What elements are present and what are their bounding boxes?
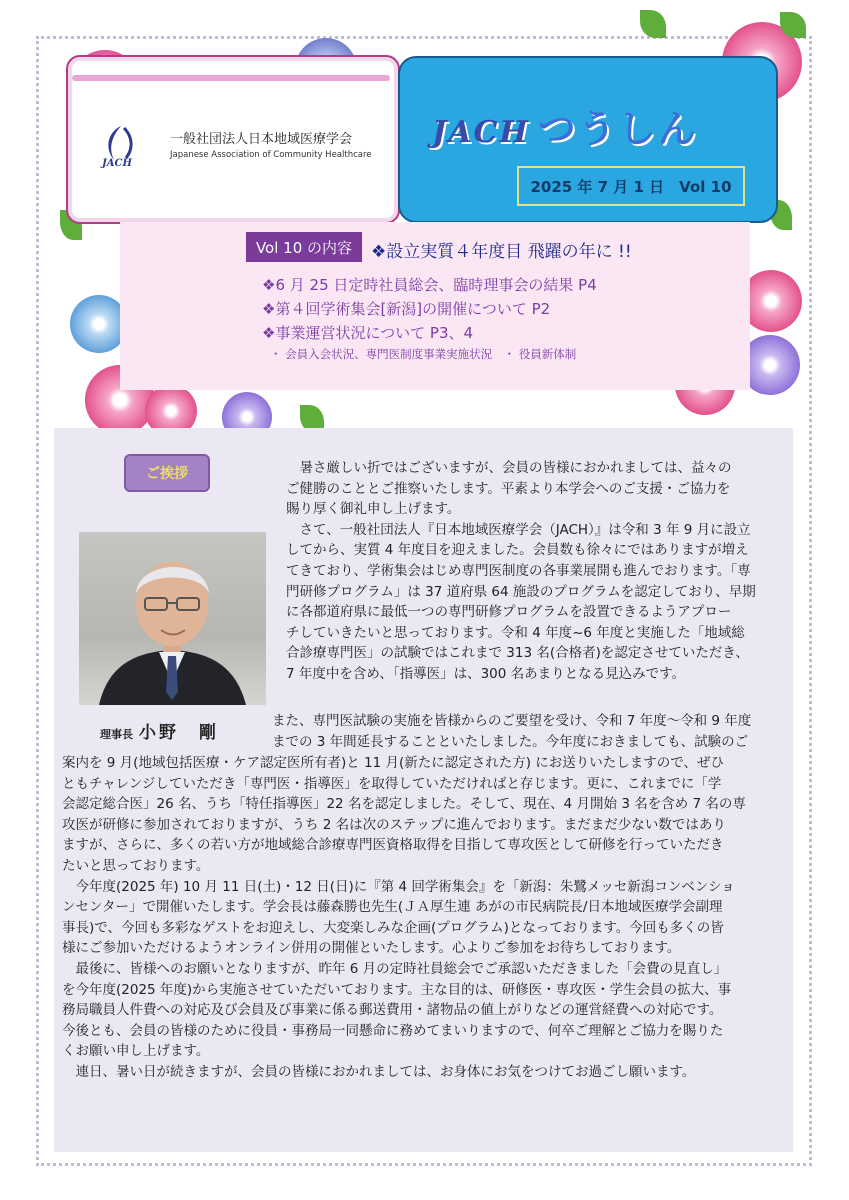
chairman-photo [79,532,266,705]
leaf-decoration [640,10,666,38]
text-line: たいと思っております。 [62,857,210,874]
text-line: 案内を 9 月(地域包括医療・ケア認定医所有者)と 11 月(新たに認定された方) にお送りいたしますので、ぜひ [62,755,725,771]
greeting-text-full [62,753,790,1083]
caption-title: 理事長 [100,728,133,741]
text-line: までの 3 年間延長することといたしました。今年度におきましても、試験のご [272,733,749,750]
jach-logo [98,122,144,168]
text-line: ともチャレンジしていただき「専門医・指導医」を取得していただければと存じます。更に、これまでに「学 [62,775,722,792]
text-line: 様にご参加いただけるようオンライン併用の開催といたします。心よりご参加をお待ちしております。 [62,940,681,957]
org-name-en: Japanese Association of Community Healthcare [170,150,372,160]
text-line: 門研修プログラム」は 37 道府県 64 施設のプログラムを認定しており、早期 [286,583,756,600]
text-line: 会認定総合医」26 名、うち「特任指導医」22 名を認定しました。そして、現在、4 月開始 3 名を含め 7 名の専 [62,796,746,813]
text-line: してから、実質 4 年度目を迎えました。会員数も徐々にではありますが増え [286,542,749,559]
date-volume: 2025 年 7 月 1 日 Vol 10 [517,166,745,206]
svg-text:JACH: JACH [102,158,132,168]
text-line: てきており、学術集会はじめ専門医制度の各事業展開も進んでおります。「専 [286,562,751,579]
title-en: JACH [432,115,530,150]
text-line: 今後とも、会員の皆様のために役員・事務局一同懸命に務めてまいりますので、何卒ご理解とご協力を賜りた [62,1022,724,1039]
portrait-illustration [79,532,266,705]
text-line: チしていきたいと思っております。令和 4 年度~6 年度と実施した「地域総 [286,624,745,641]
text-line: 事長)で、今回も多彩なゲストをお迎えし、大変楽しみな企画(プログラム)となっております。今回も多くの皆 [62,919,724,936]
text-line: 連日、暑い日が続きますが、会員の皆様におかれましては、お身体にお気をつけてお過ごし願います。 [62,1063,696,1080]
title-jp: つうしん [537,107,698,151]
text-line: ンセンター」で開催いたします。学会長は藤森勝也先生(ＪＡ厚生連 あがの市民病院長/日本地域医療学会副理 [62,899,723,916]
contents-item: ❖第４回学術集会[新潟]の開催について P2 [262,300,551,318]
text-line: 合診療専門医」の試験ではこれまで 313 名(合格者)を認定させていただき、 [286,645,749,662]
contents-item: ❖事業運営状況について P3、4 [262,324,474,342]
text-line: 務局職員人件費への対応及び会員及び事業に係る郵送費用・諸物品の値上がりなどの運営経費への対応です。 [62,1002,723,1019]
greeting-text-right [286,458,786,685]
greeting-text-mid [272,711,792,752]
text-line: ますが、さらに、多くの若い方が地域総合診療専門医資格取得を目指して専攻医として研修を行っていただき [62,837,724,854]
text-line: に各都道府県に最低一つの専門研修プログラムを設置できるようアプロー [286,604,732,621]
newsletter-title [432,98,698,153]
contents-label: Vol 10 の内容 [246,232,362,262]
text-line: 攻医が研修に参加されておりますが、うち 2 名は次のステップに進んでおります。まだまだ少ない数ではあり [62,816,726,833]
text-line: また、専門医試験の実施を皆様からのご要望を受け、令和 7 年度～令和 9 年度 [272,713,752,729]
org-accent-bar [72,75,390,81]
text-line: を今年度(2025 年度)から実施させていただいております。主な目的は、研修医・専攻医・学生会員の拡大、事 [62,981,732,998]
text-line: 最後に、皆様へのお願いとなりますが、昨年 6 月の定時社員総会でご承認いただきました「会費の見直し」 [62,960,728,977]
text-line: さて、一般社団法人『日本地域医療学会（JACH）』は令和 3 年 9 月に設立 [286,521,751,538]
text-line: 賜り厚く御礼申し上げます。 [286,501,461,518]
contents-headline: ❖設立実質４年度目 飛躍の年に !! [371,242,632,262]
text-line: くお願い申し上げます。 [62,1043,210,1060]
caption-name: 小野 剛 [139,723,219,743]
greeting-label: ご挨拶 [124,454,210,492]
text-line: 7 年度中を含め、「指導医」は、300 名あまりとなる見込みです。 [286,665,686,682]
contents-sub-item: ・ 会員入会状況、専門医制度事業実施状況 ・ 役員新体制 [270,347,577,361]
org-name-jp: 一般社団法人日本地域医療学会 [170,132,353,147]
contents-item: ❖6 月 25 日定時社員総会、臨時理事会の結果 P4 [262,276,597,294]
chairman-caption [100,718,219,743]
text-line: 今年度(2025 年) 10 月 11 日(土)・12 日(日)に『第 4 回学術集会』を「新潟：朱鷺メッセ新潟コンベンショ [62,878,735,895]
text-line: ご健勝のこととご推察いたします。平素より本学会へのご支援・ご協力を [286,480,731,497]
text-line: 暑さ厳しい折ではございますが、会員の皆様におかれましては、益々の [286,460,732,476]
